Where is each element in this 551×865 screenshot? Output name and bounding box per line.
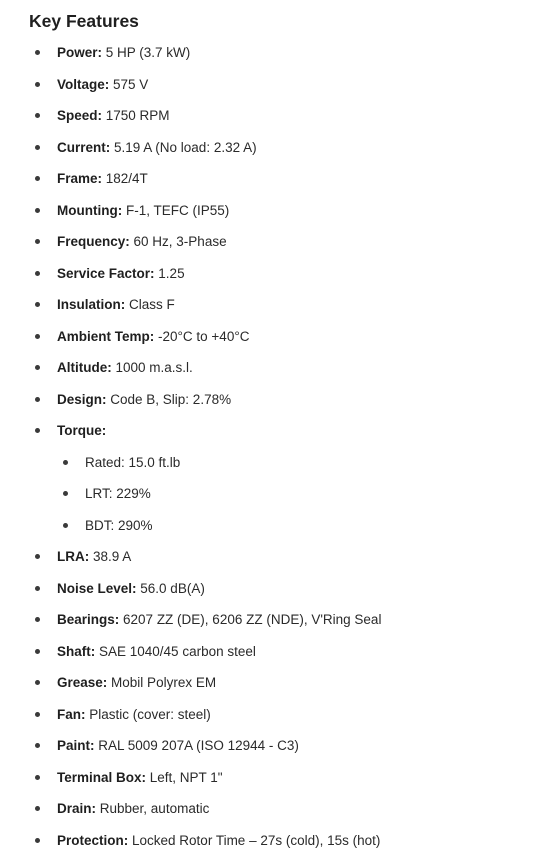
item-label: Fan:	[57, 706, 86, 722]
item-label: Noise Level:	[57, 580, 137, 596]
bullet-icon	[35, 82, 40, 87]
item-label: Design:	[57, 391, 107, 407]
item-value: Left, NPT 1"	[146, 769, 223, 785]
list-item-voltage	[0, 69, 551, 101]
item-label: Protection:	[57, 832, 129, 848]
item-label: Speed:	[57, 108, 103, 123]
bullet-icon	[35, 680, 40, 685]
bullet-icon	[35, 554, 40, 559]
item-value: RAL 5009 207A (ISO 12944 - C3)	[94, 738, 299, 753]
list-item-shaft	[0, 636, 551, 668]
item-value: LRT: 229%	[85, 486, 151, 501]
bullet-icon	[35, 365, 40, 370]
item-value: Rated: 15.0 ft.lb	[85, 454, 181, 470]
bullet-icon	[35, 271, 40, 276]
bullet-icon	[35, 239, 40, 244]
item-label: Insulation:	[57, 297, 126, 312]
item-value: 182/4T	[102, 171, 148, 186]
bullet-icon	[35, 743, 40, 748]
item-value: Mobil Polyrex EM	[107, 675, 217, 690]
list-item-ambient-temp	[0, 321, 551, 353]
item-value: 5 HP (3.7 kW)	[102, 45, 191, 60]
list-item-design	[0, 384, 551, 416]
item-value: Plastic (cover: steel)	[85, 706, 211, 722]
bullet-icon	[35, 649, 40, 654]
list-item-service-factor	[0, 258, 551, 290]
list-item-insulation	[0, 289, 551, 321]
item-label: Drain:	[57, 801, 97, 816]
sublist-item-bdt	[0, 510, 551, 542]
list-item-torque	[0, 415, 551, 541]
item-value: 1.25	[154, 265, 185, 281]
list-item-speed	[0, 100, 551, 132]
item-value: 1750 RPM	[102, 108, 170, 123]
bullet-icon	[35, 176, 40, 181]
item-label: LRA:	[57, 549, 90, 564]
list-item-current	[0, 132, 551, 164]
sublist-item-lrt	[0, 478, 551, 510]
item-value: 60 Hz, 3-Phase	[129, 234, 227, 249]
bullet-icon	[35, 397, 40, 402]
item-label: Terminal Box:	[57, 769, 147, 785]
item-label: Frequency:	[57, 234, 130, 249]
list-item-altitude	[0, 352, 551, 384]
item-label: Grease:	[57, 675, 108, 690]
item-value: 56.0 dB(A)	[136, 580, 205, 596]
item-label: Bearings:	[57, 612, 120, 627]
item-value: Locked Rotor Time – 27s (cold), 15s (hot)	[128, 832, 381, 848]
item-label: Torque:	[57, 423, 107, 438]
item-label: Voltage:	[57, 76, 110, 92]
bullet-icon	[35, 806, 40, 811]
item-value: SAE 1040/45 carbon steel	[95, 643, 256, 659]
item-label: Current:	[57, 139, 111, 155]
item-value: 575 V	[109, 76, 149, 92]
item-value: 6207 ZZ (DE), 6206 ZZ (NDE), V'Ring Seal	[119, 612, 382, 627]
bullet-icon	[35, 208, 40, 213]
item-value: 38.9 A	[89, 549, 132, 564]
list-item-fan	[0, 699, 551, 731]
list-item-protection	[0, 825, 551, 857]
bullet-icon	[35, 334, 40, 339]
bullet-icon	[35, 775, 40, 780]
bullet-icon	[35, 428, 40, 433]
item-label: Mounting:	[57, 202, 123, 218]
bullet-icon	[35, 302, 40, 307]
item-value: BDT: 290%	[85, 517, 153, 533]
list-item-grease	[0, 667, 551, 699]
item-label: Frame:	[57, 171, 103, 186]
section-heading: Key Features	[29, 11, 139, 31]
bullet-icon	[35, 712, 40, 717]
bullet-icon	[35, 50, 40, 55]
item-label: Paint:	[57, 738, 95, 753]
bullet-icon	[35, 145, 40, 150]
item-label: Ambient Temp:	[57, 328, 155, 344]
bullet-icon	[63, 523, 68, 528]
feature-list	[0, 37, 551, 856]
list-item-power	[0, 37, 551, 69]
item-value: Rubber, automatic	[96, 801, 210, 816]
list-item-noise-level	[0, 573, 551, 605]
torque-sublist	[0, 447, 551, 542]
sublist-item-rated	[0, 447, 551, 479]
item-value: Class F	[125, 297, 175, 312]
list-item-bearings	[0, 604, 551, 636]
bullet-icon	[63, 491, 68, 496]
item-value: 5.19 A (No load: 2.32 A)	[110, 139, 257, 155]
bullet-icon	[35, 838, 40, 843]
bullet-icon	[63, 460, 68, 465]
list-item-terminal-box	[0, 762, 551, 794]
item-label: Shaft:	[57, 643, 96, 659]
bullet-icon	[35, 617, 40, 622]
item-label: Service Factor:	[57, 265, 155, 281]
item-value: F-1, TEFC (IP55)	[122, 202, 230, 218]
list-item-frame	[0, 163, 551, 195]
bullet-icon	[35, 113, 40, 118]
item-value: -20°C to +40°C	[154, 328, 250, 344]
item-value: Code B, Slip: 2.78%	[106, 391, 232, 407]
list-item-mounting	[0, 195, 551, 227]
bullet-icon	[35, 586, 40, 591]
list-item-lra	[0, 541, 551, 573]
list-item-drain	[0, 793, 551, 825]
item-label: Power:	[57, 45, 103, 60]
list-item-paint	[0, 730, 551, 762]
item-label: Altitude:	[57, 360, 112, 375]
item-value: 1000 m.a.s.l.	[111, 360, 193, 375]
list-item-frequency	[0, 226, 551, 258]
